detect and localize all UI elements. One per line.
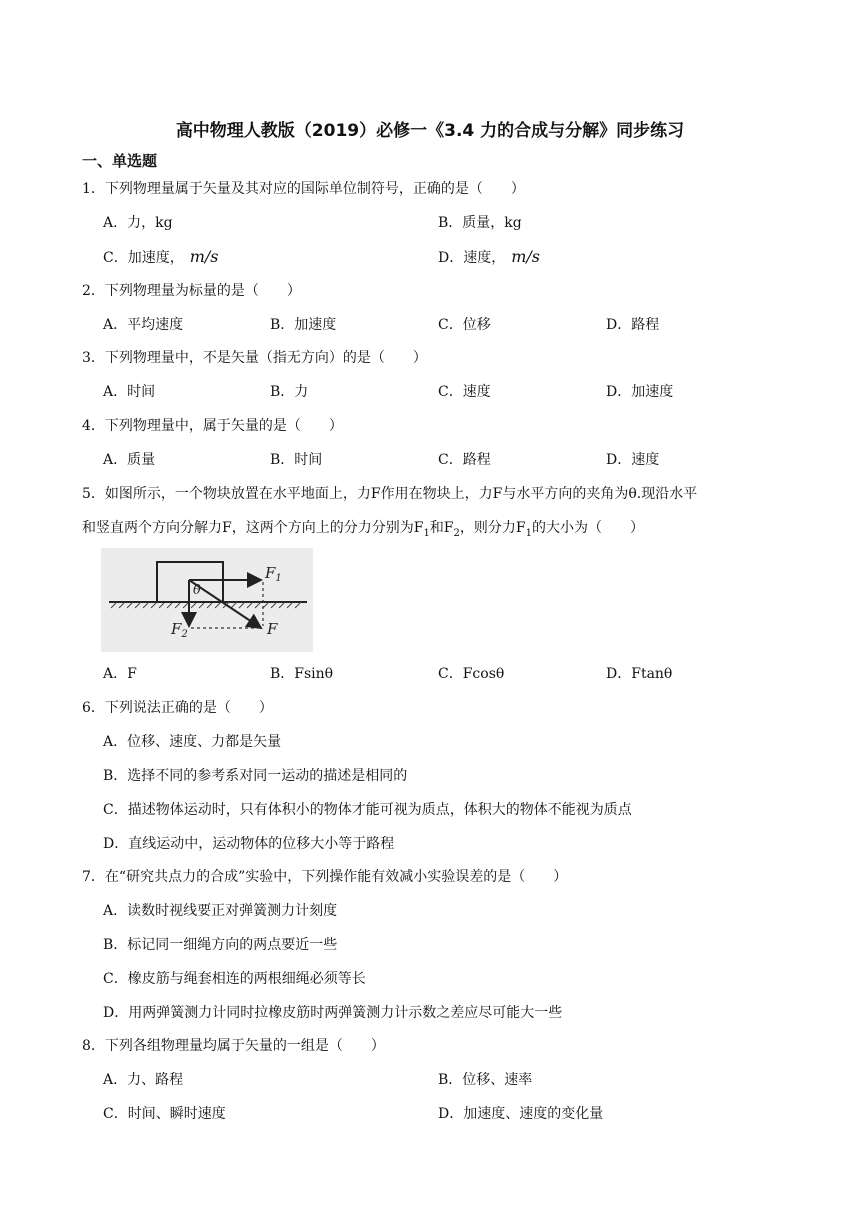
q4-option-c[interactable]: C．路程	[438, 452, 491, 468]
q8-option-b[interactable]: B．位移、速率	[438, 1072, 533, 1088]
q1-option-d-unit: m/s	[511, 247, 541, 266]
label-f2: $F_2$	[171, 620, 188, 640]
q5-sub-1: 1	[423, 527, 430, 539]
q1-option-c[interactable]	[103, 247, 219, 268]
q7-option-c[interactable]: C．橡皮筋与绳套相连的两根细绳必须等长	[103, 971, 366, 987]
q6-option-a[interactable]: A．位移、速度、力都是矢量	[103, 734, 282, 750]
question-7-stem: 7．在“研究共点力的合成”实验中，下列操作能有效减小实验误差的是（ ）	[82, 869, 568, 885]
question-4-stem: 4．下列物理量中，属于矢量的是（ ）	[82, 418, 343, 434]
q3-option-d[interactable]: D．加速度	[606, 384, 674, 400]
q6-option-d[interactable]: D．直线运动中，运动物体的位移大小等于路程	[103, 836, 395, 852]
q5-stem-part-c: ，则分力F	[459, 520, 526, 536]
q7-option-b[interactable]: B．标记同一细绳方向的两点要近一些	[103, 937, 338, 953]
q5-option-b[interactable]: B．Fsinθ	[270, 666, 334, 682]
q1-option-a[interactable]: A．力，kg	[103, 215, 173, 231]
q8-option-d[interactable]: D．加速度、速度的变化量	[438, 1106, 604, 1122]
q5-option-a[interactable]: A．F	[103, 666, 137, 682]
q2-option-b[interactable]: B．加速度	[270, 317, 337, 333]
label-theta: θ	[193, 583, 201, 598]
q8-option-a[interactable]: A．力、路程	[103, 1072, 184, 1088]
question-2-stem: 2．下列物理量为标量的是（ ）	[82, 283, 301, 299]
question-6-stem: 6．下列说法正确的是（ ）	[82, 700, 273, 716]
question-1-stem: 1．下列物理量属于矢量及其对应的国际单位制符号，正确的是（ ）	[82, 181, 525, 197]
q5-option-d[interactable]: D．Ftanθ	[606, 666, 673, 682]
q7-option-a[interactable]: A．读数时视线要正对弹簧测力计刻度	[103, 903, 338, 919]
q1-option-c-unit: m/s	[189, 247, 219, 266]
q2-option-c[interactable]: C．位移	[438, 317, 491, 333]
q1-option-d-text: D．速度，	[438, 250, 506, 266]
q7-option-d[interactable]: D．用两弹簧测力计同时拉橡皮筋时两弹簧测力计示数之差应尽可能大一些	[103, 1005, 563, 1021]
q8-option-c[interactable]: C．时间、瞬时速度	[103, 1106, 226, 1122]
q5-stem-part-a: 和竖直两个方向分解力F，这两个方向上的分力分别为F	[82, 520, 424, 536]
q6-option-b[interactable]: B．选择不同的参考系对同一运动的描述是相同的	[103, 768, 408, 784]
q2-option-d[interactable]: D．路程	[606, 317, 660, 333]
question-8-stem: 8．下列各组物理量均属于矢量的一组是（ ）	[82, 1038, 385, 1054]
section-heading: 一、单选题	[82, 152, 158, 170]
force-diagram-svg	[101, 548, 313, 652]
q3-option-a[interactable]: A．时间	[103, 384, 156, 400]
q5-option-c[interactable]: C．Fcosθ	[438, 666, 505, 682]
q2-option-a[interactable]: A．平均速度	[103, 317, 184, 333]
q4-option-b[interactable]: B．时间	[270, 452, 323, 468]
q6-option-c[interactable]: C．描述物体运动时，只有体积小的物体才能可视为质点，体积大的物体不能视为质点	[103, 802, 632, 818]
q5-stem-part-b: 和F	[429, 520, 454, 536]
label-f: F	[267, 620, 278, 638]
q5-stem-part-d: 的大小为（ ）	[532, 520, 644, 536]
q4-option-a[interactable]: A．质量	[103, 452, 156, 468]
page-title: 高中物理人教版（2019）必修一《3.4 力的合成与分解》同步练习	[175, 121, 685, 141]
q4-option-d[interactable]: D．速度	[606, 452, 660, 468]
q3-option-b[interactable]: B．力	[270, 384, 309, 400]
q5-sub-2: 2	[453, 527, 460, 539]
q1-option-b[interactable]: B．质量，kg	[438, 215, 522, 231]
question-5-stem-line-2	[82, 518, 644, 544]
q1-option-d[interactable]	[438, 247, 540, 268]
q3-option-c[interactable]: C．速度	[438, 384, 491, 400]
label-f1: $F_1$	[265, 564, 282, 584]
question-3-stem: 3．下列物理量中，不是矢量（指无方向）的是（ ）	[82, 350, 427, 366]
q1-option-c-text: C．加速度，	[103, 250, 184, 266]
force-decomposition-figure	[101, 548, 313, 652]
q5-sub-1b: 1	[525, 527, 532, 539]
question-5-stem-line-1: 5．如图所示，一个物块放置在水平地面上，力F作用在物块上，力F与水平方向的夹角为θ.现沿水平	[82, 486, 698, 502]
